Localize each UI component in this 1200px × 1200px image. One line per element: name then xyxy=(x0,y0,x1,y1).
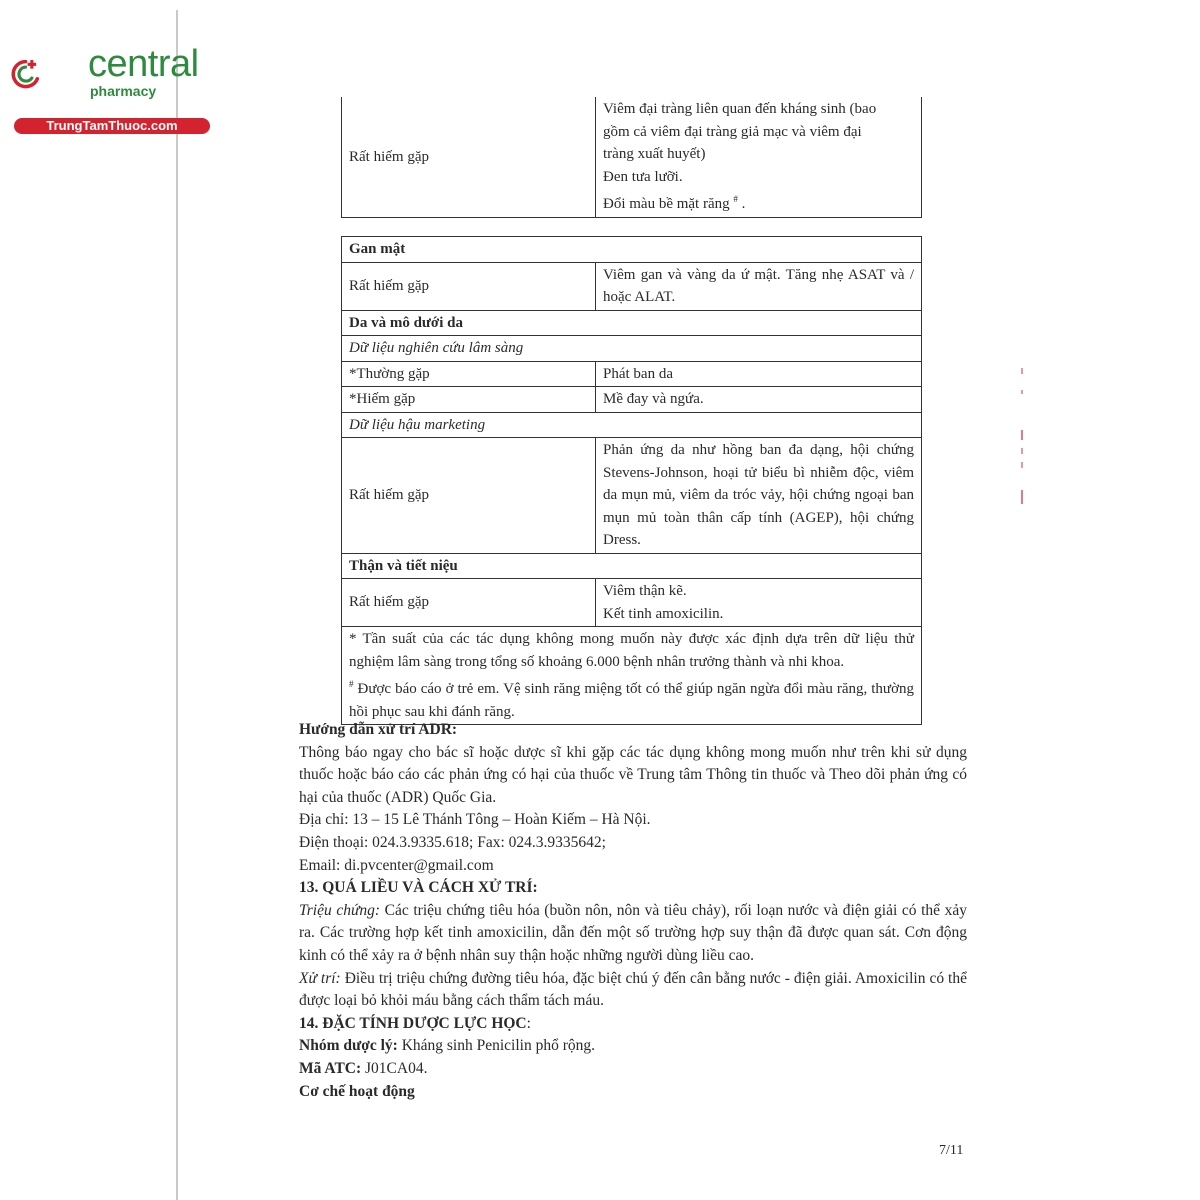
frequency-cell: Rất hiếm gặp xyxy=(342,262,596,310)
section-14-heading xyxy=(299,1013,967,1036)
atc-text: J01CA04. xyxy=(361,1059,428,1077)
effect-line: Đổi màu bề mặt răng xyxy=(603,196,730,212)
effect-line: Đen tưa lưỡi. xyxy=(603,168,683,185)
post-marketing-label: Dữ liệu hậu marketing xyxy=(342,412,922,438)
atc-code xyxy=(299,1058,967,1081)
adr-heading: Hướng dẫn xử trí ADR: xyxy=(299,721,458,738)
effect-cell: Viêm gan và vàng da ứ mật. Tăng nhẹ ASAT và / hoặc ALAT. xyxy=(596,262,922,310)
section-14-title: 14. ĐẶC TÍNH DƯỢC LỰC HỌC xyxy=(299,1014,527,1032)
section-header-gan-mat: Gan mật xyxy=(342,237,922,263)
footnote-children xyxy=(349,673,914,723)
adr-paragraph: Thông báo ngay cho bác sĩ hoặc dược sĩ khi gặp các tác dụng không mong muốn như trên khi sử dụng thuốc hoặc báo cáo các phản ứng có hại của thuốc về Trung tâm Thông tin thuốc và Theo dõi phản ứng có hại của thuốc (ADR) Quốc Gia. xyxy=(299,743,967,806)
symptoms-label: Triệu chứng: xyxy=(299,901,381,919)
body-text xyxy=(299,719,967,1103)
frequency-cell: Rất hiếm gặp xyxy=(342,438,596,554)
table-row xyxy=(342,387,922,413)
adr-phone: Điện thoại: 024.3.9335.618; Fax: 024.3.9335642; xyxy=(299,833,606,851)
period: . xyxy=(737,196,746,212)
effect-line: Viêm thận kẽ. xyxy=(603,583,687,599)
treatment-paragraph xyxy=(299,968,967,1013)
table-row xyxy=(342,627,922,725)
group-label: Nhóm dược lý: xyxy=(299,1037,398,1055)
adverse-effects-table-continued xyxy=(341,97,922,218)
logo-website-badge: TrungTamThuoc.com xyxy=(14,118,210,134)
table-row xyxy=(342,336,922,362)
table-row xyxy=(342,310,922,336)
table-row xyxy=(342,262,922,310)
clinical-data-label: Dữ liệu nghiên cứu lâm sàng xyxy=(342,336,922,362)
adr-address: Địa chỉ: 13 – 15 Lê Thánh Tông – Hoàn Kiếm – Hà Nội. xyxy=(299,811,651,829)
section-header-than: Thận và tiết niệu xyxy=(342,553,922,579)
section-14-colon: : xyxy=(526,1014,531,1032)
hash-mark: # xyxy=(349,679,354,689)
table-row xyxy=(342,438,922,554)
adr-email: Email: di.pvcenter@gmail.com xyxy=(299,856,494,874)
table-row xyxy=(342,412,922,438)
logo-subtitle: pharmacy xyxy=(90,83,157,99)
logo-text xyxy=(88,45,199,99)
treatment-label: Xử trí: xyxy=(299,969,341,987)
page-edge xyxy=(176,10,178,1200)
central-pharmacy-logo xyxy=(10,38,90,118)
pharmacologic-group xyxy=(299,1035,967,1058)
logo-name: central xyxy=(88,43,199,85)
scan-marks xyxy=(1018,360,1026,520)
mechanism-heading: Cơ chế hoạt động xyxy=(299,1082,415,1100)
effect-cell xyxy=(596,97,922,217)
effect-cell: Phát ban da xyxy=(596,361,922,387)
footnote-frequency: * Tần suất của các tác dụng không mong muốn này được xác định dựa trên dữ liệu thử nghiệm lâm sàng trong tổng số khoảng 6.000 bệnh nhân trưởng thành và nhi khoa. xyxy=(349,631,914,670)
section-header-da: Da và mô dưới da xyxy=(342,310,922,336)
effect-line: tràng xuất huyết) xyxy=(603,146,706,162)
treatment-text: Điều trị triệu chứng đường tiêu hóa, đặc biệt chú ý đến cân bằng nước - điện giải. Amoxicilin có thể được loại bỏ khỏi máu bằng cách thẩm tách máu. xyxy=(299,969,967,1010)
footnote-children-text: Được báo cáo ở trẻ em. Vệ sinh răng miệng tốt có thể giúp ngăn ngừa đổi màu răng, thường hồi phục sau khi đánh răng. xyxy=(349,681,914,720)
table-footnotes xyxy=(342,627,922,725)
table-row xyxy=(342,237,922,263)
symptoms-paragraph xyxy=(299,900,967,968)
group-text: Kháng sinh Penicilin phổ rộng. xyxy=(397,1037,596,1055)
effect-line-with-mark xyxy=(603,188,914,216)
symptoms-text: Các triệu chứng tiêu hóa (buồn nôn, nôn và tiêu chảy), rối loạn nước và điện giải có thể xảy ra. Các trường hợp kết tinh amoxicilin, dẫn đến một số trường hợp suy thận đã được quan sát. Cơn động kinh có thể xảy ra ở bệnh nhân suy thận hoặc những người dùng liều cao. xyxy=(299,901,967,964)
table-row xyxy=(342,97,922,217)
atc-label: Mã ATC: xyxy=(299,1059,362,1077)
frequency-cell: *Hiếm gặp xyxy=(342,387,596,413)
effect-line: gồm cả viêm đại tràng giả mạc và viêm đại xyxy=(603,123,862,140)
frequency-cell: Rất hiếm gặp xyxy=(342,579,596,627)
effect-line: Viêm đại tràng liên quan đến kháng sinh (bao xyxy=(603,101,877,117)
adverse-effects-table xyxy=(341,236,922,725)
section-13-heading: 13. QUÁ LIỀU VÀ CÁCH XỬ TRÍ: xyxy=(299,879,538,897)
table-row xyxy=(342,361,922,387)
effect-cell xyxy=(596,579,922,627)
effect-line: Kết tinh amoxicilin. xyxy=(603,605,724,622)
effect-cell: Mề đay và ngứa. xyxy=(596,387,922,413)
table-row xyxy=(342,553,922,579)
effect-cell: Phản ứng da như hồng ban đa dạng, hội chứng Stevens-Johnson, hoại tử biểu bì nhiễm độc, viêm da mụn mủ, viêm da tróc vảy, hội chứng ngoại ban mụn mủ toàn thân cấp tính (AGEP), hội chứng Dress. xyxy=(596,438,922,554)
frequency-cell: Rất hiếm gặp xyxy=(342,97,596,217)
hash-mark: # xyxy=(733,194,738,204)
table-row xyxy=(342,579,922,627)
frequency-cell: *Thường gặp xyxy=(342,361,596,387)
page-number: 7/11 xyxy=(939,1143,964,1158)
